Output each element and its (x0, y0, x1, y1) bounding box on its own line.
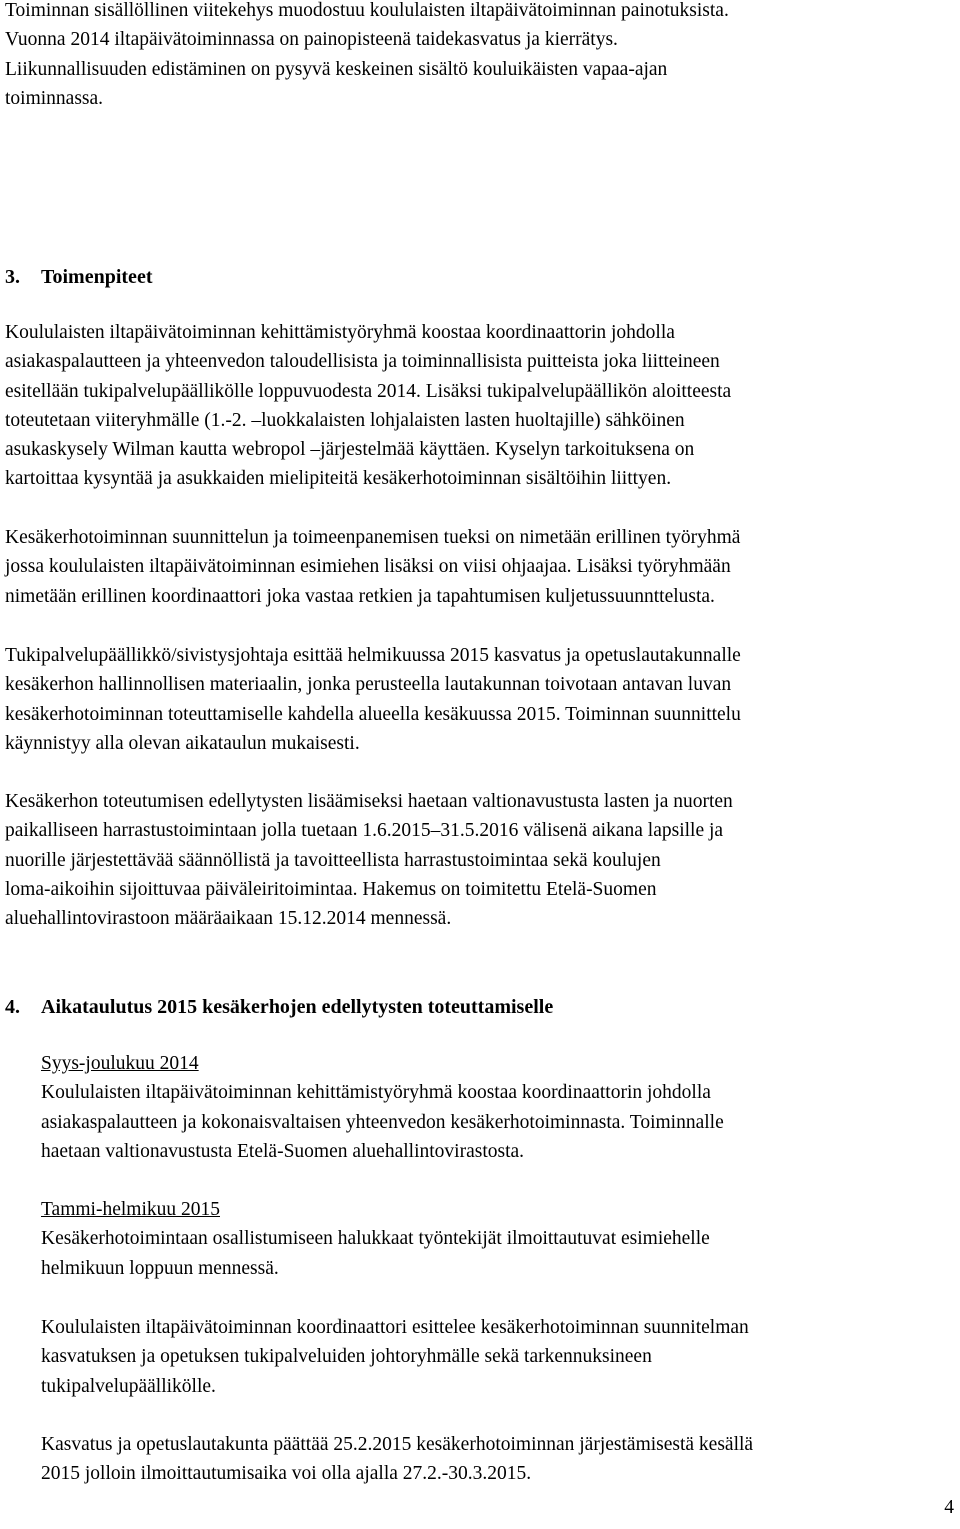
text-line: nuorille järjestettävää säännöllistä ja tavoitteellista harrastustoimintaa sekä koulujen (5, 849, 661, 871)
text-line: Kesäkerhon toteutumisen edellytysten lisäämiseksi haetaan valtionavustusta lasten ja nuorten (5, 791, 733, 812)
schedule-block-tammi-helmikuu (41, 1195, 710, 1283)
text-line: toteutetaan viiteryhmälle (1.-2. –luokkalaisten lohjalaisten lasten huoltajille) sähköinen (5, 409, 685, 431)
section-title: Toimenpiteet (41, 266, 153, 288)
section-number: 4. (5, 996, 20, 1018)
text-line: asiakaspalautteen ja yhteenvedon taloudellisista ja toiminnallisista puitteista joka liitteineen (5, 351, 720, 373)
schedule-block-syys-joulukuu (41, 1049, 724, 1166)
text-line: jossa koululaisten iltapäivätoiminnan esimiehen lisäksi on viisi ohjaajaa. Lisäksi työryhmään (5, 556, 731, 578)
text-line: aluehallintovirastoon määräaikaan 15.12.2014 mennessä. (5, 908, 452, 930)
text-line: 2015 jolloin ilmoittautumisaika voi olla ajalla 27.2.-30.3.2015. (41, 1463, 532, 1485)
text-line: haetaan valtionavustusta Etelä-Suomen aluehallintovirastosta. (41, 1140, 525, 1162)
section-3-paragraph-1 (5, 318, 731, 494)
text-line: Toiminnan sisällöllinen viitekehys muodostuu koululaisten iltapäivätoiminnan painotuksista. (5, 0, 729, 21)
text-line: Koululaisten iltapäivätoiminnan kehittämistyöryhmä koostaa koordinaattorin johdolla (5, 322, 675, 343)
page-number: 4 (944, 1497, 954, 1518)
section-3-paragraph-2 (5, 523, 740, 611)
text-line: nimetään erillinen koordinaattori joka vastaa retkien ja tapahtumisen kuljetussuunnttelusta. (5, 585, 715, 607)
schedule-subtitle: Syys-joulukuu 2014 (41, 1053, 199, 1074)
text-line: asiakaspalautteen ja kokonaisvaltaisen yhteenvedon kesäkerhotoiminnasta. Toiminnalle (41, 1111, 724, 1133)
section-3-paragraph-4 (5, 787, 733, 933)
section-4-heading (5, 995, 553, 1019)
text-line: kartoittaa kysyntää ja asukkaiden mielipiteitä kesäkerhotoiminnan sisältöihin liittyen. (5, 468, 672, 490)
text-line: asukaskysely Wilman kautta webropol –järjestelmää käyttäen. Kyselyn tarkoituksena on (5, 439, 695, 461)
schedule-block-coordinator (41, 1313, 749, 1401)
section-3-heading (5, 265, 152, 289)
text-line: Liikunnallisuuden edistäminen on pysyvä keskeinen sisältö kouluikäisten vapaa-ajan (5, 58, 668, 80)
section-3-paragraph-3 (5, 641, 741, 758)
section-number: 3. (5, 266, 20, 288)
schedule-subtitle: Tammi-helmikuu 2015 (41, 1199, 220, 1220)
text-line: käynnistyy alla olevan aikataulun mukaisesti. (5, 732, 360, 754)
text-line: esitellään tukipalvelupäällikölle loppuvuodesta 2014. Lisäksi tukipalvelupäällikön aloitteesta (5, 380, 732, 402)
text-line: Kesäkerhotoiminnan suunnittelun ja toimeenpanemisen tueksi on nimetään erillinen työryhmä (5, 527, 741, 548)
text-line: tukipalvelupäällikölle. (41, 1375, 216, 1397)
text-line: Kesäkerhotoimintaan osallistumiseen halukkaat työntekijät ilmoittautuvat esimiehelle (41, 1228, 710, 1250)
text-line: toiminnassa. (5, 87, 104, 109)
text-line: loma-aikoihin sijoittuvaa päiväleiritoimintaa. Hakemus on toimitettu Etelä-Suomen (5, 878, 657, 900)
text-line: paikalliseen harrastustoimintaan jolla tuetaan 1.6.2015–31.5.2016 välisenä aikana lapsille ja (5, 820, 724, 842)
text-line: Tukipalvelupäällikkö/sivistysjohtaja esittää helmikuussa 2015 kasvatus ja opetuslautakunnalle (5, 645, 741, 666)
text-line: kesäkerhon hallinnollisen materiaalin, jonka perusteella lautakunnan toivotaan antavan luvan (5, 674, 732, 696)
text-line: helmikuun loppuun mennessä. (41, 1257, 279, 1279)
text-line: Koululaisten iltapäivätoiminnan kehittämistyöryhmä koostaa koordinaattorin johdolla (41, 1082, 711, 1104)
text-line: kesäkerhotoiminnan toteuttamiselle kahdella alueella kesäkuussa 2015. Toiminnan suunnittelu (5, 703, 741, 725)
text-line: kasvatuksen ja opetuksen tukipalveluiden johtoryhmälle sekä tarkennuksineen (41, 1346, 652, 1368)
intro-paragraph (5, 0, 729, 113)
text-line: Kasvatus ja opetuslautakunta päättää 25.2.2015 kesäkerhotoiminnan järjestämisestä kesällä (41, 1434, 754, 1455)
schedule-block-board-decision (41, 1430, 753, 1489)
text-line: Koululaisten iltapäivätoiminnan koordinaattori esittelee kesäkerhotoiminnan suunnitelman (41, 1317, 749, 1338)
section-title: Aikataulutus 2015 kesäkerhojen edellytysten toteuttamiselle (41, 996, 554, 1018)
text-line: Vuonna 2014 iltapäivätoiminnassa on painopisteenä taidekasvatus ja kierrätys. (5, 29, 618, 51)
